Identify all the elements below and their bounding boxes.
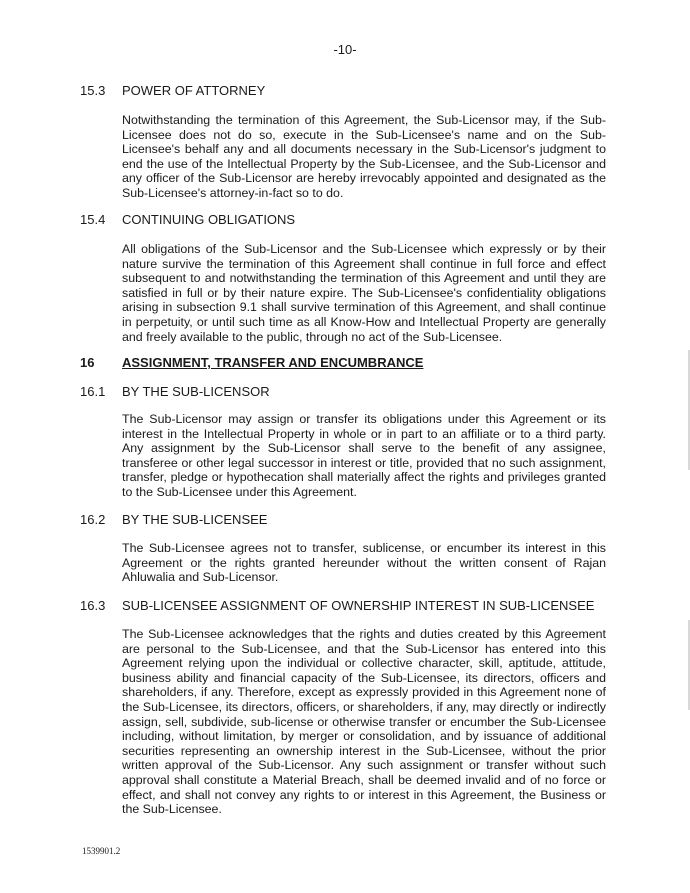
- section-number: 16.1: [80, 384, 106, 399]
- section-title: BY THE SUB-LICENSOR: [122, 384, 270, 399]
- section-title: ASSIGNMENT, TRANSFER AND ENCUMBRANCE: [122, 355, 424, 370]
- section-title: POWER OF ATTORNEY: [122, 83, 266, 98]
- section-heading-15-3: [80, 83, 265, 99]
- section-number: 15.4: [80, 212, 106, 227]
- section-number: 16.2: [80, 512, 106, 527]
- section-body-16-1: The Sub-Licensor may assign or transfer its obligations under this Agreement or its interest in the Intellectual Property in whole or in part to an affiliate or to a third party. Any assignment by the Sub-Licensor shall serve to the benefit of any assignee, transferee or other legal successor in interest or title, provided that no such assignment, transfer, pledge or hypothecation shall materially affect the rights and privileges granted to the Sub-Licensee under this Agreement.: [122, 412, 606, 499]
- section-heading-16-2: [80, 512, 267, 528]
- section-heading-16: [80, 355, 423, 371]
- section-number: 16: [80, 355, 95, 370]
- section-heading-16-1: [80, 384, 270, 400]
- section-heading-16-3: [80, 598, 594, 614]
- section-title: CONTINUING OBLIGATIONS: [122, 212, 296, 227]
- section-body-16-3: The Sub-Licensee acknowledges that the rights and duties created by this Agreement are personal to the Sub-Licensee, and that the Sub-Licensor has entered into this Agreement relying upon the individual or collective character, skill, aptitude, attitude, business ability and financial capacity of the Sub-Licensee, its directors, officers and shareholders, if any. Therefore, except as expressly provided in this Agreement none of the Sub-Licensee, its directors, officers, or shareholders, if any, may directly or indirectly assign, sell, subdivide, sub-license or otherwise transfer or encumber the Sub-Licensee including, without limitation, by merger or consolidation, and by issuance of additional securities representing an ownership interest in the Sub-Licensee, without the prior written approval of the Sub-Licensor. Any such assignment or transfer without such approval shall constitute a Material Breach, shall be deemed invalid and of no force or effect, and shall not convey any rights to or interest in this Agreement, the Business or the Sub-Licensee.: [122, 627, 606, 817]
- document-id: 1539901.2: [82, 846, 121, 856]
- section-body-15-3: Notwithstanding the termination of this Agreement, the Sub-Licensor may, if the Sub-Licensee does not do so, execute in the Sub-Licensee's name and on the Sub-Licensee's behalf any and all documents necessary in the Sub-Licensor's judgment to end the use of the Intellectual Property by the Sub-Licensee, and the Sub-Licensor and any officer of the Sub-Licensor are hereby irrevocably appointed and designated as the Sub-Licensee's attorney-in-fact so to do.: [122, 113, 606, 200]
- section-title: BY THE SUB-LICENSEE: [122, 512, 268, 527]
- section-number: 16.3: [80, 598, 106, 613]
- section-heading-15-4: [80, 212, 295, 228]
- page-number: -10-: [333, 42, 357, 57]
- section-body-15-4: All obligations of the Sub-Licensor and the Sub-Licensee which expressly or by their nature survive the termination of this Agreement shall continue in full force and effect subsequent to and notwithstanding the termination of this Agreement and until they are satisfied in full or by their nature expire. The Sub-Licensee's confidentiality obligations arising in subsection 9.1 shall survive termination of this Agreement, and shall continue in perpetuity, or until such time as all Know-How and Intellectual Property are generally and freely available to the public, through no act of the Sub-Licensee.: [122, 242, 606, 344]
- section-body-16-2: The Sub-Licensee agrees not to transfer, sublicense, or encumber its interest in this Agreement or the rights granted hereunder without the written consent of Rajan Ahluwalia and Sub-Licensor.: [122, 541, 606, 585]
- section-title: SUB-LICENSEE ASSIGNMENT OF OWNERSHIP INTEREST IN SUB-LICENSEE: [122, 598, 595, 613]
- section-number: 15.3: [80, 83, 106, 98]
